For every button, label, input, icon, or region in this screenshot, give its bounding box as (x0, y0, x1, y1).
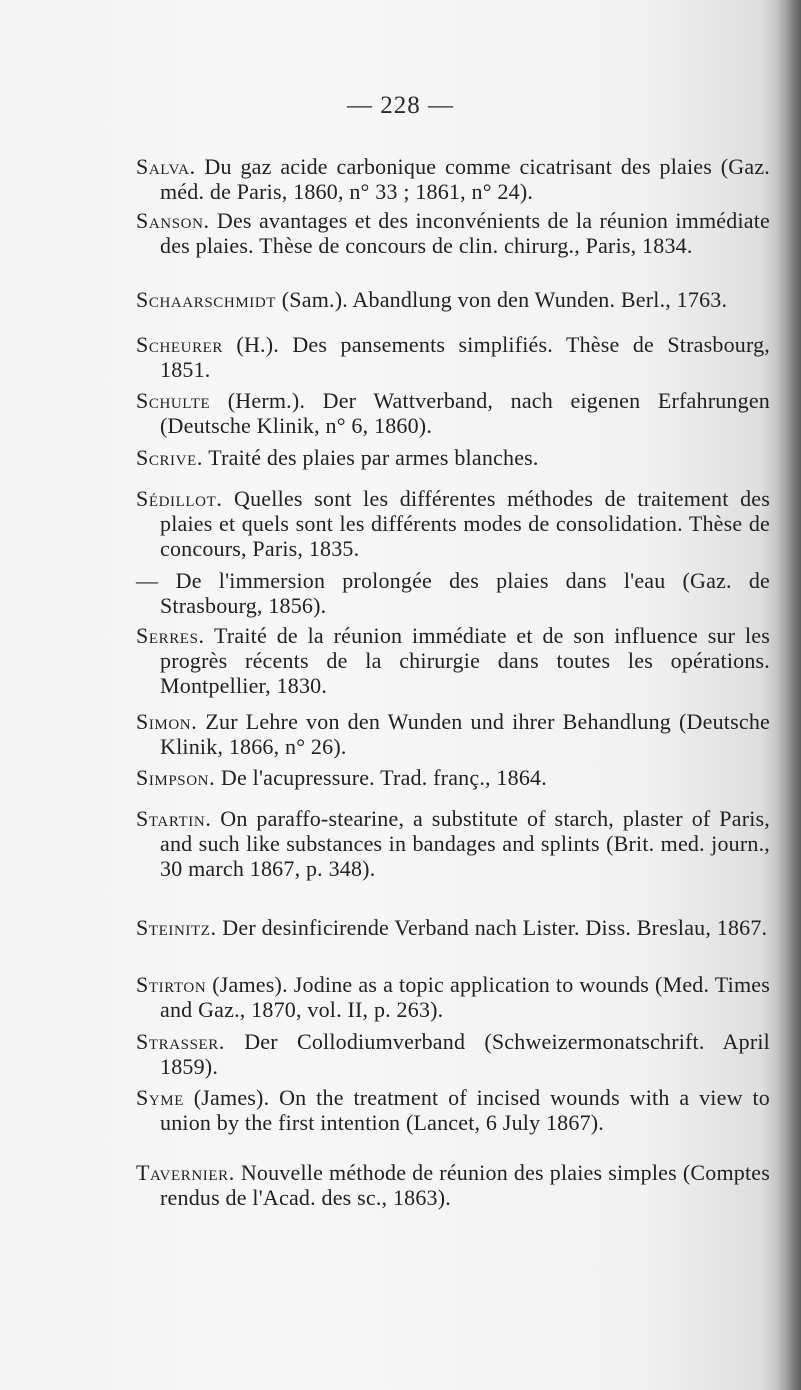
entry-text: De l'immersion prolongée des plaies dans l'eau (Gaz. de Strasbourg, 1856). (158, 568, 770, 618)
entry-author: Sanson. (136, 208, 210, 233)
entry-author: Simon. (136, 709, 198, 734)
entry-text: De l'acupressure. Trad. franç., 1864. (215, 765, 547, 790)
entry-text: On paraffo-stearine, a substitute of starch, plaster of Paris, and such like substances in bandages and splints (Brit. med. journ., 30 march 1867, p. 348). (160, 806, 770, 881)
bibliography-entry (136, 388, 770, 438)
entry-text: Zur Lehre von den Wunden und ihrer Behandlung (Deutsche Klinik, 1866, n° 26). (160, 709, 770, 759)
entry-text: Des avantages et des inconvénients de la réunion immédiate des plaies. Thèse de concours de clin. chirurg., Paris, 1834. (160, 208, 770, 258)
bibliography-entry (136, 445, 770, 470)
bibliography-entry (136, 287, 770, 312)
entry-author: Stirton (136, 972, 207, 997)
entry-text: Du gaz acide carbonique comme cicatrisant des plaies (Gaz. méd. de Paris, 1860, n° 33 ; 1861, n° 24). (160, 154, 770, 204)
entry-author: Simpson. (136, 765, 216, 790)
entry-author: Tavernier. (136, 1160, 235, 1185)
entry-author: Scrive. (136, 445, 203, 470)
entry-text: (Sam.). Abandlung von den Wunden. Berl., 1763. (276, 287, 728, 312)
entry-author: Salva. (136, 154, 196, 179)
bibliography-entry (136, 486, 770, 561)
bibliography-entry (136, 623, 770, 698)
bibliography-entry (136, 568, 770, 618)
entry-author: Strasser. (136, 1029, 225, 1054)
bibliography-entry (136, 1085, 770, 1135)
bibliography-entry (136, 208, 770, 258)
bibliography-entry (136, 915, 770, 940)
entry-text: (Herm.). Der Wattverband, nach eigenen Erfahrungen (Deutsche Klinik, n° 6, 1860). (160, 388, 770, 438)
entry-text: Traité des plaies par armes blanches. (202, 445, 539, 470)
entry-author: Schulte (136, 388, 211, 413)
page-number: — 228 — (347, 92, 454, 119)
bibliography-entry (136, 1160, 770, 1210)
entry-text: Der Collodiumverband (Schweizermonatschrift. April 1859). (160, 1029, 770, 1079)
entry-author: Startin. (136, 806, 212, 831)
page-edge-shadow (777, 0, 801, 1390)
entry-author: Steinitz. (136, 915, 217, 940)
entry-author: Serres. (136, 623, 205, 648)
bibliography-entry (136, 709, 770, 759)
entry-text: (H.). Des pansements simplifiés. Thèse de Strasbourg, 1851. (160, 332, 770, 382)
bibliography-entry (136, 972, 770, 1022)
entry-author: Syme (136, 1085, 184, 1110)
entry-text: Traité de la réunion immédiate et de son influence sur les progrès récents de la chirurgie dans toutes les opérations. Montpellier, 1830. (160, 623, 770, 698)
entry-text: (James). Jodine as a topic application to wounds (Med. Times and Gaz., 1870, vol. II, p. 263). (160, 972, 770, 1022)
entry-author: Sédillot. (136, 486, 223, 511)
bibliography-entry (136, 765, 770, 790)
entry-text: Der desinficirende Verband nach Lister. Diss. Breslau, 1867. (216, 915, 768, 940)
entry-text: Quelles sont les différentes méthodes de traitement des plaies et quels sont les différents modes de consolidation. Thèse de concours, Paris, 1835. (160, 486, 770, 561)
bibliography-entry (136, 332, 770, 382)
entry-text: Nouvelle méthode de réunion des plaies simples (Comptes rendus de l'Acad. des sc., 1863). (160, 1160, 770, 1210)
entry-author: Scheurer (136, 332, 224, 357)
entry-author: Schaarschmidt (136, 287, 277, 312)
bibliography-entry (136, 1029, 770, 1079)
entry-text: (James). On the treatment of incised wounds with a view to union by the first intention (Lancet, 6 July 1867). (160, 1085, 770, 1135)
bibliography-entry (136, 806, 770, 881)
entry-author: — (136, 568, 159, 593)
bibliography-entry (136, 154, 770, 204)
